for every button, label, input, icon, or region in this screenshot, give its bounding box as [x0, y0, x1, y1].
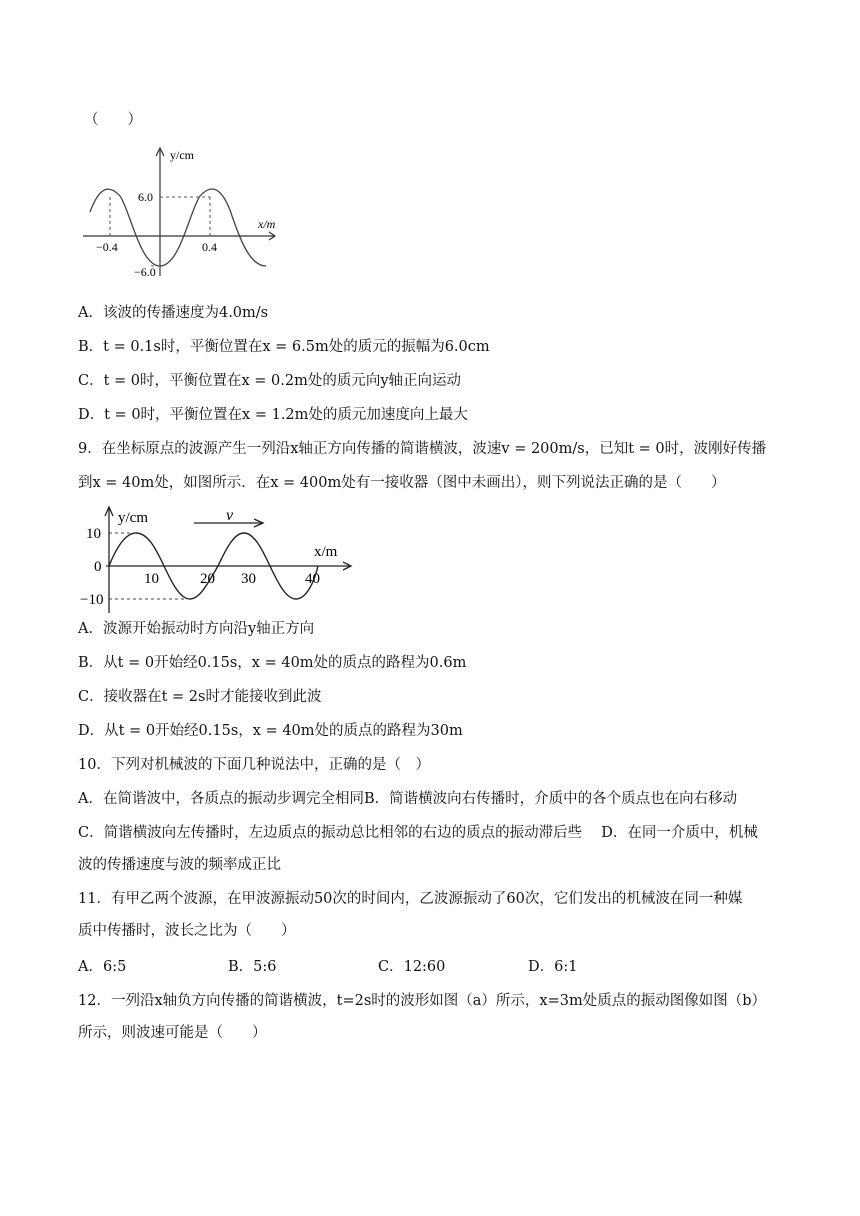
q9-x-tick-40: 40 [305, 571, 320, 587]
q9-option-d: D．从t = 0开始经0.15s，x = 40m处的质点的路程为30m [78, 723, 463, 739]
q9-x-axis-label: x/m [314, 544, 338, 560]
q9-stem-line2: 到x = 40m处，如图所示．在x = 400m处有一接收器（图中未画出），则下列说法正确的是（ ） [78, 475, 726, 491]
q8-wave-curve [90, 189, 266, 266]
q9-option-b: B．从t = 0开始经0.15s，x = 40m处的质点的路程为0.6m [78, 655, 467, 671]
q8-answer-bracket: （ ） [84, 112, 142, 128]
q9-wave-figure [78, 503, 358, 615]
q8-x-neg-label: −0.4 [96, 240, 118, 254]
q11-stem-line1: 11．有甲乙两个波源，在甲波源振动50次的时间内，乙波源振动了60次，它们发出的机械波在同一种媒 [78, 891, 743, 907]
q9-x-tick-20: 20 [200, 571, 215, 587]
q9-y-axis-label: y/cm [118, 510, 148, 526]
q9-option-c: C．接收器在t = 2s时才能接收到此波 [78, 689, 322, 705]
q10-stem: 10．下列对机械波的下面几种说法中，正确的是（ ） [78, 757, 430, 773]
q10-option-d-continued: 波的传播速度与波的频率成正比 [78, 857, 281, 873]
q8-option-d: D．t = 0时，平衡位置在x = 1.2m处的质元加速度向上最大 [78, 407, 468, 423]
q9-x-tick-10: 10 [144, 571, 159, 587]
q8-option-a: A．该波的传播速度为4.0m/s [78, 305, 269, 321]
q9-y-tick-neg10: −10 [80, 592, 104, 608]
q8-y-min-label: −6.0 [134, 265, 156, 279]
q8-option-c: C．t = 0时，平衡位置在x = 0.2m处的质元向y轴正向运动 [78, 373, 462, 389]
q8-y-max-label: 6.0 [138, 190, 153, 204]
q10-options-cd: C．简谐横波向左传播时，左边质点的振动总比相邻的右边的质点的振动滞后些 D．在同一介质中，机械 [78, 825, 758, 841]
q8-x-pos-label: 0.4 [202, 240, 217, 254]
q9-y-tick-10: 10 [86, 526, 101, 542]
q11-option-d: D．6:1 [528, 959, 578, 975]
q9-y-tick-0: 0 [94, 559, 102, 575]
q11-option-c: C．12:60 [378, 959, 446, 975]
q9-option-a: A．波源开始振动时方向沿y轴正方向 [78, 621, 315, 637]
q8-x-axis-label: x/m [258, 217, 276, 231]
q9-velocity-label: v [226, 507, 234, 524]
q11-option-b: B．5:6 [228, 959, 277, 975]
q9-x-tick-30: 30 [241, 571, 256, 587]
q12-stem-line1: 12．一列沿x轴负方向传播的简谐横波，t=2s时的波形如图（a）所示，x=3m处质点的振动图像如图（b） [78, 993, 766, 1009]
q8-wave-figure [78, 140, 288, 280]
q9-stem-line1: 9．在坐标原点的波源产生一列沿x轴正方向传播的简谐横波，波速v = 200m/s，已知t = 0时，波刚好传播 [78, 441, 767, 457]
q10-options-ab: A．在简谐波中，各质点的振动步调完全相同B．简谐横波向右传播时，介质中的各个质点也在向右移动 [78, 791, 738, 807]
q11-option-a: A．6:5 [78, 959, 127, 975]
q12-stem-line2: 所示，则波速可能是（ ） [78, 1025, 267, 1041]
q8-y-axis-label: y/cm [170, 148, 194, 162]
q11-stem-line2: 质中传播时，波长之比为（ ） [78, 923, 296, 939]
q8-option-b: B．t = 0.1s时，平衡位置在x = 6.5m处的质元的振幅为6.0cm [78, 339, 490, 355]
